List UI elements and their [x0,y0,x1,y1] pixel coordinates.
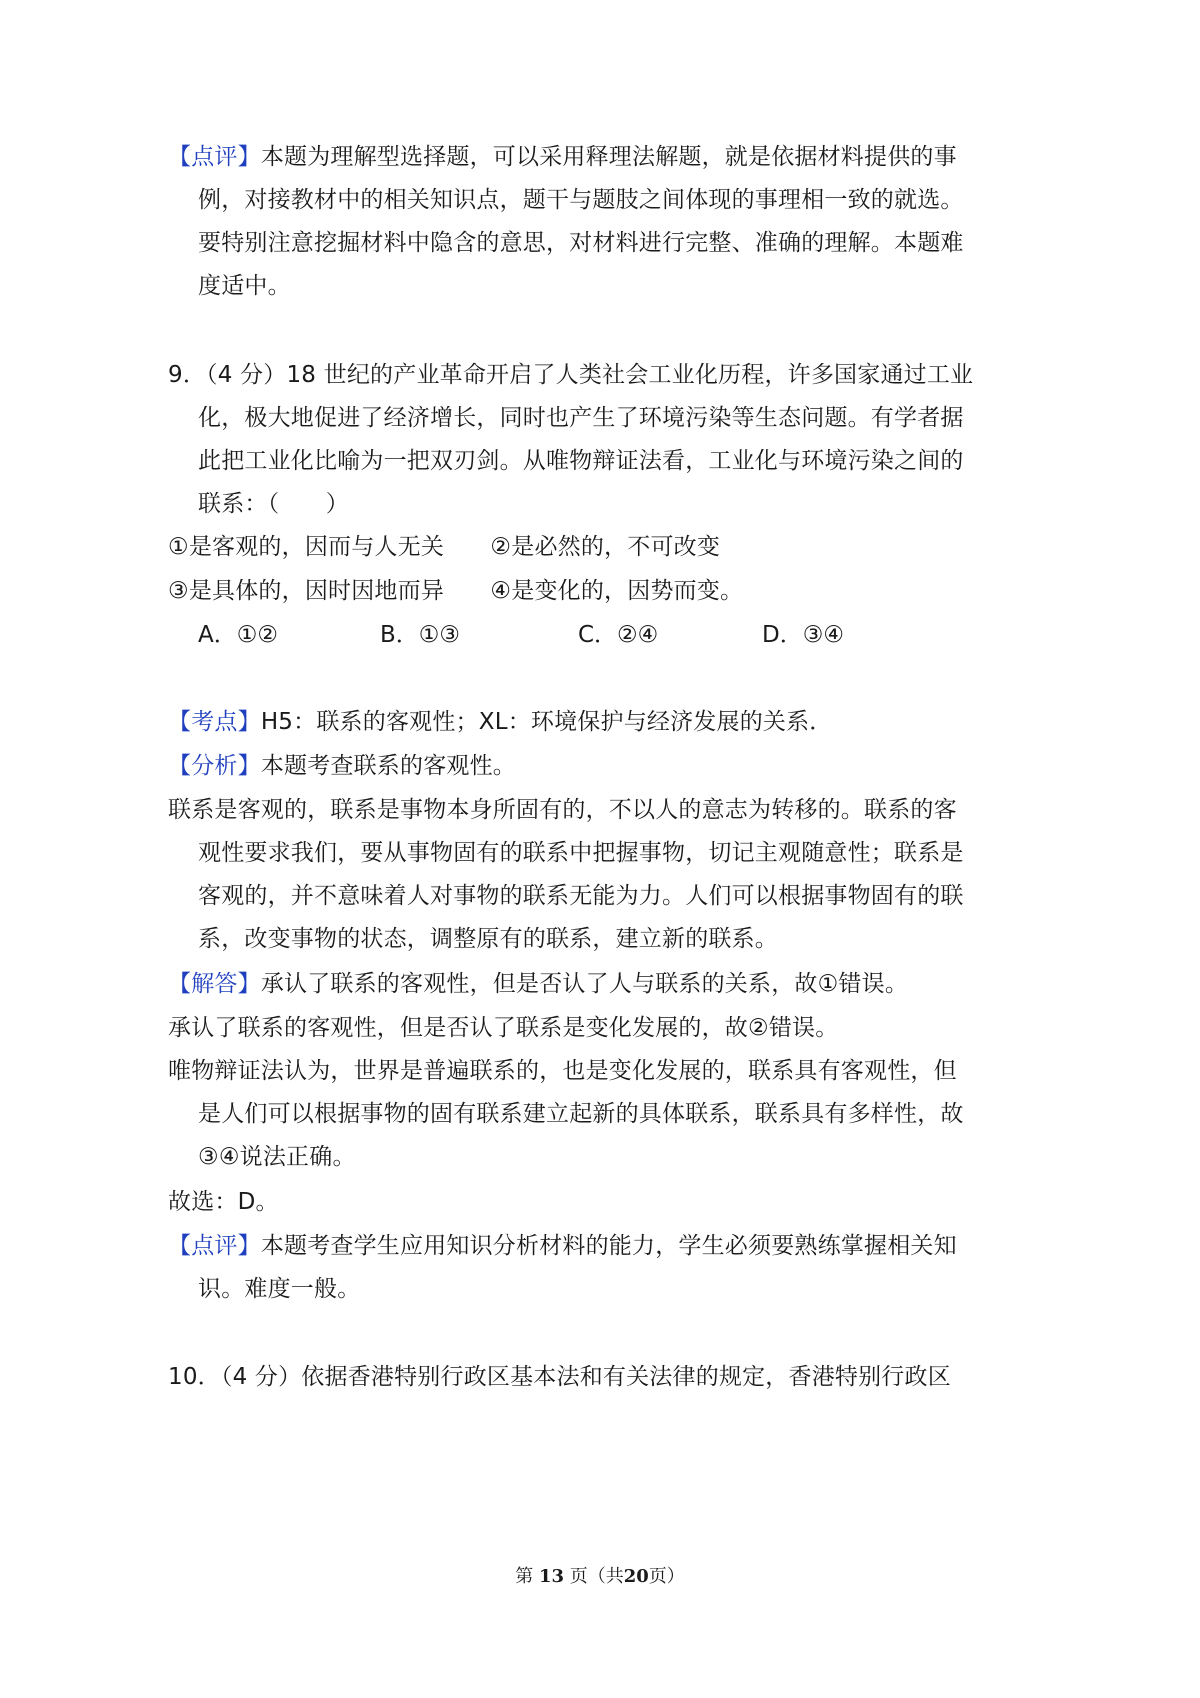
jieda-text-line: 承认了联系的客观性，但是否认了联系是变化发展的，故②错误。 [168,1015,839,1041]
comment-text: 本题考查学生应用知识分析材料的能力，学生必须要熟练掌握相关知 [260,1233,957,1259]
comment-tag: 【点评】 [168,144,261,170]
comment-paragraph [168,1231,957,1261]
option-b: B．①③ [380,622,461,648]
total-pages: 20 [623,1566,649,1587]
jieda-text-line: 是人们可以根据事物的固有联系建立起新的具体联系，联系具有多样性，故 [198,1101,964,1127]
fenxi-text-line: 观性要求我们，要从事物固有的联系中把握事物，切记主观随意性；联系是 [198,840,964,866]
jieda-paragraph [168,969,908,999]
comment-text-line: 度适中。 [198,273,291,299]
kaodian-text: H5：联系的客观性；XL：环境保护与经济发展的关系． [260,709,833,735]
jieda-text: 承认了联系的客观性，但是否认了人与联系的关系，故①错误。 [260,971,909,997]
fenxi-text-line: 客观的，并不意味着人对事物的联系无能为力。人们可以根据事物固有的联 [198,883,964,909]
jieda-text-line: 唯物辩证法认为，世界是普遍联系的，也是变化发展的，联系具有客观性，但 [168,1058,957,1084]
option-d: D．③④ [762,622,844,648]
fenxi-text-line: 系，改变事物的状态，调整原有的联系，建立新的联系。 [198,926,778,952]
comment-paragraph [168,142,957,172]
option-c: C．②④ [578,622,659,648]
kaodian-tag: 【考点】 [168,709,261,735]
footer-mid: 页（共 [569,1566,624,1587]
question-9-item: ③是具体的，因时因地而异 ④是变化的，因势而变。 [168,578,744,604]
fenxi-text-line: 联系是客观的，联系是事物本身所固有的，不以人的意志为转移的。联系的客 [168,797,957,823]
comment-text-line: 识。难度一般。 [198,1276,361,1302]
kaodian-paragraph [168,707,833,737]
comment-text-line: 例，对接教材中的相关知识点，题干与题肢之间体现的事理相一致的就选。 [198,187,964,213]
fenxi-paragraph [168,751,516,781]
page-footer [0,1565,1200,1589]
footer-prefix: 第 [515,1566,534,1587]
page-number: 13 [538,1566,564,1587]
question-9-item: ①是客观的，因而与人无关 ②是必然的，不可改变 [168,534,721,560]
fenxi-text: 本题考查联系的客观性。 [260,753,517,779]
fenxi-tag: 【分析】 [168,753,261,779]
question-9-stem: 9．（4 分）18 世纪的产业革命开启了人类社会工业化历程，许多国家通过工业 [168,362,974,388]
jieda-text-line: ③④说法正确。 [198,1144,356,1170]
comment-tag: 【点评】 [168,1233,261,1259]
question-9-stem-line: 此把工业化比喻为一把双刃剑。从唯物辩证法看，工业化与环境污染之间的 [198,448,964,474]
question-10-stem: 10．（4 分）依据香港特别行政区基本法和有关法律的规定，香港特别行政区 [168,1364,951,1390]
comment-text: 本题为理解型选择题，可以采用释理法解题，就是依据材料提供的事 [260,144,957,170]
option-a: A．①② [198,622,278,648]
answer-line: 故选：D。 [168,1189,279,1215]
comment-text-line: 要特别注意挖掘材料中隐含的意思，对材料进行完整、准确的理解。本题难 [198,230,964,256]
footer-suffix: 页） [648,1566,685,1587]
question-9-stem-line: 化，极大地促进了经济增长，同时也产生了环境污染等生态问题。有学者据 [198,405,964,431]
jieda-tag: 【解答】 [168,971,261,997]
question-9-stem-line: 联系：（ ） [198,491,349,517]
